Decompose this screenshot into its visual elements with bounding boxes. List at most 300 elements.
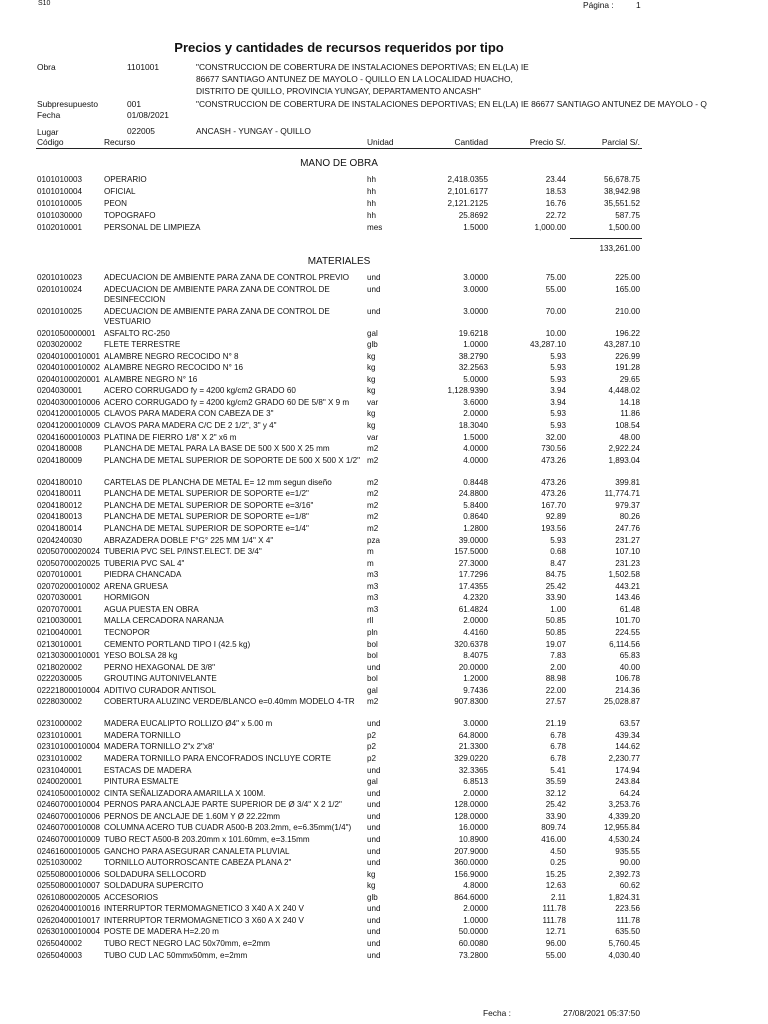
- resource-unit: kg: [367, 409, 376, 419]
- resource-description: COBERTURA ALUZINC VERDE/BLANCO e=0.40mm MODELO 4-TR: [104, 697, 355, 707]
- resource-partial: 4,339.20: [608, 811, 640, 821]
- resource-price: 2.11: [550, 892, 566, 902]
- resource-partial: 4,530.24: [608, 834, 640, 844]
- resource-quantity: 1.0000: [463, 340, 488, 350]
- resource-price: 10.00: [545, 328, 566, 338]
- resource-unit: var: [367, 432, 379, 442]
- resource-price: 2.00: [550, 662, 566, 672]
- resource-partial: 4,030.40: [608, 950, 640, 960]
- resource-description: ARENA GRUESA: [104, 581, 168, 591]
- resource-partial: 64.24: [619, 788, 640, 798]
- resource-quantity: 3.6000: [463, 397, 488, 407]
- resource-quantity: 3.0000: [463, 273, 488, 282]
- resource-description: MADERA TORNILLO 2"x 2"x8': [104, 742, 215, 752]
- resource-code: 0210040001: [37, 628, 83, 637]
- footer-fecha-label: Fecha :: [483, 1008, 511, 1018]
- resource-price: 473.26: [541, 477, 566, 487]
- resource-code: 02461600010005: [37, 846, 101, 856]
- resource-quantity: 4.0000: [463, 455, 488, 465]
- resource-code: 0203020002: [37, 340, 83, 350]
- resource-quantity: 3.0000: [463, 284, 488, 294]
- resource-code: 02460700010009: [37, 834, 101, 844]
- resource-code: 0102010001: [37, 223, 83, 232]
- resource-code: 0265040002: [37, 939, 83, 948]
- resource-price: 5.93: [550, 374, 566, 384]
- resource-unit: mes: [367, 223, 383, 232]
- resource-partial: 1,502.58: [608, 570, 640, 580]
- resource-quantity: 6.8513: [463, 777, 488, 787]
- resource-partial: 6,114.56: [609, 639, 640, 649]
- resource-code: 02460700010006: [37, 811, 101, 821]
- resource-quantity: 5.0000: [463, 374, 488, 384]
- resource-unit: hh: [367, 199, 377, 208]
- resource-description: PINTURA ESMALTE: [104, 777, 179, 787]
- resource-description: FLETE TERRESTRE: [104, 340, 181, 350]
- resource-partial: 174.94: [615, 765, 640, 775]
- section-title-labor: MANO DE OBRA: [300, 158, 378, 169]
- resource-price: 27.57: [545, 697, 566, 707]
- resource-partial: 224.55: [615, 628, 640, 637]
- resource-quantity: 4.2320: [463, 593, 488, 603]
- resource-price: 730.56: [541, 444, 566, 454]
- resource-unit: hh: [367, 175, 377, 184]
- resource-description: ALAMBRE NEGRO RECOCIDO N° 16: [104, 363, 244, 373]
- resource-quantity: 24.8800: [458, 489, 488, 499]
- column-header-code: Código: [37, 137, 64, 147]
- resource-quantity: 0.8640: [463, 512, 488, 522]
- resource-unit: und: [367, 927, 381, 937]
- resource-partial: 38,942.98: [603, 187, 640, 196]
- resource-partial: 2,230.77: [608, 754, 640, 764]
- fecha-label: Fecha: [37, 110, 61, 120]
- resource-code: 0204030001: [37, 386, 83, 396]
- resource-quantity: 2.0000: [463, 409, 488, 419]
- resource-partial: 12,955.84: [603, 823, 640, 833]
- resource-code: 0201010024: [37, 284, 83, 294]
- resource-unit: p2: [367, 742, 377, 752]
- resource-partial: 247.76: [615, 523, 640, 533]
- resource-partial: 90.00: [619, 858, 640, 868]
- resource-code: 0210030001: [37, 616, 83, 626]
- resource-unit: pza: [367, 535, 381, 545]
- resource-partial: 65.83: [619, 651, 640, 661]
- resource-unit: gal: [367, 328, 378, 338]
- resource-price: 5.93: [550, 409, 566, 419]
- lugar-code: 022005: [127, 126, 155, 136]
- resource-code: 0101010003: [37, 175, 83, 184]
- resource-code: 0204180009: [37, 455, 83, 465]
- resource-code: 0204240030: [37, 535, 83, 545]
- resource-price: 88.98: [545, 674, 566, 684]
- resource-price: 5.41: [550, 765, 566, 775]
- resource-quantity: 60.0080: [458, 939, 488, 948]
- resource-description: TUBO RECT A500-B 203.20mm x 101.60mm, e=3.15mm: [104, 834, 310, 844]
- resource-price: 0.68: [550, 547, 566, 557]
- resource-unit: pln: [367, 628, 378, 637]
- resource-quantity: 2.0000: [463, 904, 488, 914]
- section-title-materials: MATERIALES: [307, 256, 371, 267]
- resource-code: 0231040001: [37, 765, 83, 775]
- resource-price: 32.00: [545, 432, 566, 442]
- resource-partial: 1,824.31: [608, 892, 640, 902]
- resource-partial: 165.00: [615, 284, 640, 294]
- subpresupuesto-code: 001: [127, 99, 141, 109]
- resource-quantity: 64.8000: [458, 730, 488, 740]
- obra-description-line-1: "CONSTRUCCION DE COBERTURA DE INSTALACIONES DEPORTIVAS; EN EL(LA) IE: [196, 62, 529, 72]
- resource-quantity: 907.8300: [454, 697, 488, 707]
- resource-description: TUBO RECT NEGRO LAC 50x70mm, e=2mm: [104, 939, 271, 948]
- resource-price: 4.50: [550, 846, 566, 856]
- resource-price: 473.26: [541, 455, 566, 465]
- resource-price: 43,287.10: [529, 340, 566, 350]
- resource-partial: 11,774.71: [604, 489, 640, 499]
- resource-description: YESO BOLSA 28 kg: [104, 651, 178, 661]
- resource-partial: 1,500.00: [608, 223, 640, 232]
- resource-quantity: 50.0000: [458, 927, 488, 937]
- resource-unit: kg: [367, 374, 376, 384]
- resource-unit: m3: [367, 570, 379, 580]
- resource-description: OPERARIO: [104, 175, 147, 184]
- resource-partial: 3,253.76: [608, 800, 640, 810]
- resource-quantity: 10.8900: [458, 834, 488, 844]
- labor-subtotal: 133,261.00: [599, 244, 640, 253]
- resource-unit: und: [367, 915, 381, 925]
- resource-code: 0228030002: [37, 697, 83, 707]
- resource-quantity: 38.2790: [458, 351, 488, 361]
- resource-unit: und: [367, 950, 381, 960]
- resource-quantity: 320.6378: [454, 639, 488, 649]
- resource-code: 0204180010: [37, 477, 83, 487]
- resource-price: 6.78: [550, 742, 566, 752]
- resource-description: PLANCHA DE METAL SUPERIOR DE SOPORTE e=3/16": [104, 500, 314, 510]
- resource-price: 6.78: [550, 730, 566, 740]
- resource-code: 0204180012: [37, 500, 83, 510]
- resource-description: PLANCHA DE METAL SUPERIOR DE SOPORTE e=1/4": [104, 523, 309, 533]
- resource-partial: 29.65: [619, 374, 640, 384]
- resource-unit: bol: [367, 674, 378, 684]
- resource-price: 32.12: [545, 788, 566, 798]
- resource-description: PLANCHA DE METAL SUPERIOR DE SOPORTE e=1/2": [104, 489, 309, 499]
- resource-description: MADERA EUCALIPTO ROLLIZO Ø4" x 5.00 m: [104, 719, 273, 729]
- resource-partial: 399.81: [615, 477, 640, 487]
- resource-unit: und: [367, 306, 381, 316]
- resource-description: CARTELAS DE PLANCHA DE METAL E= 12 mm segun diseño: [104, 477, 332, 487]
- resource-price: 809.74: [541, 823, 566, 833]
- resource-description: SOLDADURA SUPERCITO: [104, 881, 204, 891]
- resource-code: 02130300010001: [37, 651, 101, 661]
- resource-description: PERNOS PARA ANCLAJE PARTE SUPERIOR DE Ø 3/4" X 2 1/2": [104, 800, 342, 810]
- resource-description: INTERRUPTOR TERMOMAGNETICO 3 X60 A X 240 V: [104, 915, 304, 925]
- system-code: S10: [38, 0, 51, 7]
- resource-price: 5.93: [550, 363, 566, 373]
- resource-partial: 35,551.52: [603, 199, 640, 208]
- resource-quantity: 16.0000: [458, 823, 488, 833]
- resource-price: 12.71: [545, 927, 566, 937]
- resource-code: 0101030000: [37, 211, 83, 220]
- resource-partial: 48.00: [619, 432, 640, 442]
- resource-unit: kg: [367, 386, 376, 396]
- resource-description: HORMIGON: [104, 593, 150, 603]
- resource-unit: und: [367, 834, 381, 844]
- page-number: 1: [636, 0, 641, 10]
- resource-description: CEMENTO PORTLAND TIPO I (42.5 kg): [104, 639, 251, 649]
- resource-partial: 14.18: [619, 397, 640, 407]
- resource-quantity: 5.8400: [463, 500, 488, 510]
- resource-quantity: 2,121.2125: [447, 199, 488, 208]
- resource-quantity: 2.0000: [463, 616, 488, 626]
- resource-description: INTERRUPTOR TERMOMAGNETICO 3 X40 A X 240 V: [104, 904, 304, 914]
- column-header-price: Precio S/.: [529, 137, 566, 147]
- resource-price: 25.42: [545, 800, 566, 810]
- resource-code: 0204180014: [37, 523, 83, 533]
- resource-description: GANCHO PARA ASEGURAR CANALETA PLUVIAL: [104, 846, 290, 856]
- resource-unit: kg: [367, 363, 376, 373]
- resource-price: 16.76: [545, 199, 566, 208]
- resource-unit: kg: [367, 869, 376, 879]
- resource-unit: p2: [367, 754, 377, 764]
- resource-code: 02040300010006: [37, 397, 101, 407]
- resource-price: 70.00: [545, 306, 566, 316]
- resource-price: 22.00: [545, 685, 566, 695]
- resource-code: 02630100010004: [37, 927, 101, 937]
- resource-partial: 1,893.04: [608, 455, 640, 465]
- resource-partial: 108.54: [615, 421, 640, 431]
- resource-partial: 191.28: [615, 363, 640, 373]
- resource-partial: 80.26: [619, 512, 640, 522]
- resource-quantity: 1.2000: [463, 674, 488, 684]
- resource-price: 111.78: [542, 904, 566, 914]
- resource-unit: hh: [367, 187, 377, 196]
- resource-unit: m3: [367, 593, 379, 603]
- resource-description: PLATINA DE FIERRO 1/8" X 2" x6 m: [104, 432, 237, 442]
- resource-code: 0101010005: [37, 199, 83, 208]
- resource-quantity: 4.0000: [463, 444, 488, 454]
- resource-code: 02410500010002: [37, 788, 101, 798]
- labor-subtotal-rule: [570, 238, 642, 239]
- column-header-quantity: Cantidad: [454, 137, 488, 147]
- resource-partial: 107.10: [615, 547, 640, 557]
- column-header-resource: Recurso: [104, 137, 136, 147]
- resource-code: 02460700010008: [37, 823, 101, 833]
- resource-unit: und: [367, 858, 381, 868]
- resource-partial: 2,922.24: [608, 444, 640, 454]
- fecha-value: 01/08/2021: [127, 110, 169, 120]
- resource-price: 21.19: [545, 719, 566, 729]
- resource-quantity: 19.6218: [458, 328, 488, 338]
- resource-code: 0222030005: [37, 674, 83, 684]
- resource-quantity: 27.3000: [458, 558, 488, 568]
- resource-partial: 63.57: [619, 719, 640, 729]
- resource-price: 416.00: [541, 834, 566, 844]
- resource-unit: var: [367, 397, 379, 407]
- resource-price: 1,000.00: [534, 223, 566, 232]
- resource-description: TUBERIA PVC SAL 4": [104, 558, 185, 568]
- resource-code: 02040100010001: [37, 351, 101, 361]
- resource-price: 92.89: [545, 512, 566, 522]
- obra-description-line-2: 86677 SANTIAGO ANTUNEZ DE MAYOLO - QUILLO EN LA LOCALIDAD HUACHO,: [196, 74, 513, 84]
- resource-price: 35.59: [545, 777, 566, 787]
- resource-partial: 2,392.73: [608, 869, 640, 879]
- resource-code: 0251030002: [37, 858, 83, 868]
- resource-code: 0231000002: [37, 719, 83, 729]
- resource-quantity: 360.0000: [454, 858, 488, 868]
- resource-price: 8.47: [550, 558, 566, 568]
- resource-unit: und: [367, 788, 381, 798]
- resource-description: ASFALTO RC-250: [104, 328, 170, 338]
- resource-code: 0231010002: [37, 754, 83, 764]
- resource-description: COLUMNA ACERO TUB CUADR A500-B 203.2mm, e=6.35mm(1/4"): [104, 823, 352, 833]
- obra-label: Obra: [37, 62, 56, 72]
- resource-unit: m2: [367, 477, 379, 487]
- resource-quantity: 1.2800: [463, 523, 488, 533]
- resource-partial: 61.48: [619, 604, 640, 614]
- resource-description: CLAVOS PARA MADERA C/C DE 2 1/2", 3" y 4": [104, 421, 277, 431]
- resource-code: 02041200010005: [37, 409, 101, 419]
- resource-description: MADERA TORNILLO PARA ENCOFRADOS INCLUYE CORTE: [104, 754, 331, 764]
- resource-code: 02041200010009: [37, 421, 101, 431]
- resource-code: 0204180008: [37, 444, 83, 454]
- resource-unit: kg: [367, 351, 376, 361]
- resource-unit: und: [367, 800, 381, 810]
- resource-quantity: 25.8692: [458, 211, 488, 220]
- resource-description: SOLDADURA SELLOCORD: [104, 869, 207, 879]
- resource-unit: glb: [367, 892, 378, 902]
- resource-partial: 143.46: [615, 593, 640, 603]
- report-title: Precios y cantidades de recursos requeridos por tipo: [174, 40, 504, 55]
- resource-quantity: 8.4075: [463, 651, 488, 661]
- resource-quantity: 3.0000: [463, 719, 488, 729]
- resource-description: TECNOPOR: [104, 628, 150, 637]
- resource-description: AGUA PUESTA EN OBRA: [104, 604, 199, 614]
- resource-price: 18.53: [545, 187, 566, 196]
- resource-unit: und: [367, 719, 381, 729]
- resource-partial: 210.00: [615, 306, 640, 316]
- resource-unit: gal: [367, 777, 378, 787]
- resource-price: 5.93: [550, 535, 566, 545]
- resource-description: ACERO CORRUGADO fy = 4200 kg/cm2 GRADO 60: [104, 386, 296, 396]
- resource-quantity: 4.8000: [463, 881, 488, 891]
- resource-code: 0201050000001: [37, 328, 96, 338]
- resource-unit: und: [367, 846, 381, 856]
- resource-price: 111.78: [542, 915, 566, 925]
- resource-price: 3.94: [550, 397, 566, 407]
- resource-description: TORNILLO AUTORROSCANTE CABEZA PLANA 2": [104, 858, 292, 868]
- resource-price: 5.93: [550, 421, 566, 431]
- resource-quantity: 157.5000: [454, 547, 488, 557]
- resource-code: 02620400010017: [37, 915, 101, 925]
- resource-price: 84.75: [545, 570, 566, 580]
- lugar-description: ANCASH - YUNGAY - QUILLO: [196, 126, 311, 136]
- resource-price: 50.85: [545, 628, 566, 637]
- resource-unit: m3: [367, 604, 379, 614]
- resource-unit: und: [367, 939, 381, 948]
- resource-code: 0207030001: [37, 593, 83, 603]
- resource-price: 193.56: [541, 523, 566, 533]
- resource-partial: 106.78: [615, 674, 640, 684]
- resource-description: PERNO HEXAGONAL DE 3/8": [104, 662, 215, 672]
- resource-price: 5.93: [550, 351, 566, 361]
- resource-description: GROUTING AUTONIVELANTE: [104, 674, 217, 684]
- resource-partial: 11.86: [620, 409, 640, 419]
- resource-code: 0207010001: [37, 570, 83, 580]
- resource-price: 19.07: [545, 639, 566, 649]
- header-divider: [36, 148, 642, 149]
- resource-quantity: 73.2800: [458, 950, 488, 960]
- resource-quantity: 20.0000: [458, 662, 488, 672]
- resource-partial: 587.75: [615, 211, 640, 220]
- resource-description: CINTA SEÑALIZADORA AMARILLA X 100M.: [104, 788, 266, 798]
- resource-description: POSTE DE MADERA H=2.20 m: [104, 927, 219, 937]
- resource-code: 02550800010007: [37, 881, 101, 891]
- resource-quantity: 2,101.6177: [447, 187, 488, 196]
- resource-description: MALLA CERCADORA NARANJA: [104, 616, 224, 626]
- resource-partial: 144.62: [615, 742, 640, 752]
- resource-unit: hh: [367, 211, 377, 220]
- resource-description: ACERO CORRUGADO fy = 4200 kg/cm2 GRADO 60 DE 5/8" X 9 m: [104, 397, 350, 407]
- column-header-unit: Unidad: [367, 137, 394, 147]
- resource-partial: 111.78: [616, 915, 640, 925]
- resource-code: 0265040003: [37, 950, 83, 960]
- resource-description: ADECUACION DE AMBIENTE PARA ZANA DE CONTROL PREVIO: [104, 273, 350, 282]
- resource-code: 02620400010016: [37, 904, 101, 914]
- resource-description: MADERA TORNILLO: [104, 730, 181, 740]
- resource-unit: m2: [367, 512, 379, 522]
- resource-price: 7.83: [550, 651, 566, 661]
- resource-code: 0218020002: [37, 662, 83, 672]
- resource-unit: m: [367, 547, 374, 557]
- resource-quantity: 1,128.9390: [447, 386, 488, 396]
- resource-price: 55.00: [545, 284, 566, 294]
- subpresupuesto-description: "CONSTRUCCION DE COBERTURA DE INSTALACIONES DEPORTIVAS; EN EL(LA) IE 86677 SANTIAGO ANTUNEZ DE MAYOLO - Q: [196, 99, 707, 109]
- resource-code: 0231010001: [37, 730, 83, 740]
- resource-unit: m2: [367, 455, 379, 465]
- resource-price: 167.70: [541, 500, 566, 510]
- resource-unit: bol: [367, 651, 378, 661]
- resource-quantity: 2,418.0355: [447, 175, 488, 184]
- footer-timestamp: 27/08/2021 05:37:50: [563, 1008, 640, 1018]
- resource-unit: rll: [367, 616, 374, 626]
- lugar-label: Lugar: [37, 127, 59, 137]
- resource-unit: bol: [367, 639, 378, 649]
- resource-price: 473.26: [541, 489, 566, 499]
- obra-code: 1101001: [127, 62, 159, 72]
- resource-quantity: 128.0000: [454, 800, 488, 810]
- resource-partial: 443.21: [615, 581, 640, 591]
- resource-code: 02550800010006: [37, 869, 101, 879]
- resource-quantity: 3.0000: [463, 306, 488, 316]
- resource-code: 0201010023: [37, 273, 83, 282]
- resource-quantity: 329.0220: [454, 754, 488, 764]
- resource-partial: 439.34: [615, 730, 640, 740]
- resource-partial: 40.00: [619, 662, 640, 672]
- resource-price: 6.78: [550, 754, 566, 764]
- resource-partial: 223.56: [615, 904, 640, 914]
- resource-price: 22.72: [545, 211, 566, 220]
- resource-quantity: 156.9000: [454, 869, 488, 879]
- resource-price: 33.90: [545, 593, 566, 603]
- resource-price: 55.00: [545, 950, 566, 960]
- resource-code: 02040100020001: [37, 374, 101, 384]
- resource-unit: m3: [367, 581, 379, 591]
- resource-code: 0101010004: [37, 187, 83, 196]
- resource-quantity: 128.0000: [454, 811, 488, 821]
- resource-quantity: 39.0000: [458, 535, 488, 545]
- column-header-partial: Parcial S/.: [601, 137, 640, 147]
- resource-price: 1.00: [550, 604, 566, 614]
- resource-quantity: 17.7296: [458, 570, 488, 580]
- resource-unit: und: [367, 904, 381, 914]
- resource-description: PLANCHA DE METAL SUPERIOR DE SOPORTE e=1/8": [104, 512, 309, 522]
